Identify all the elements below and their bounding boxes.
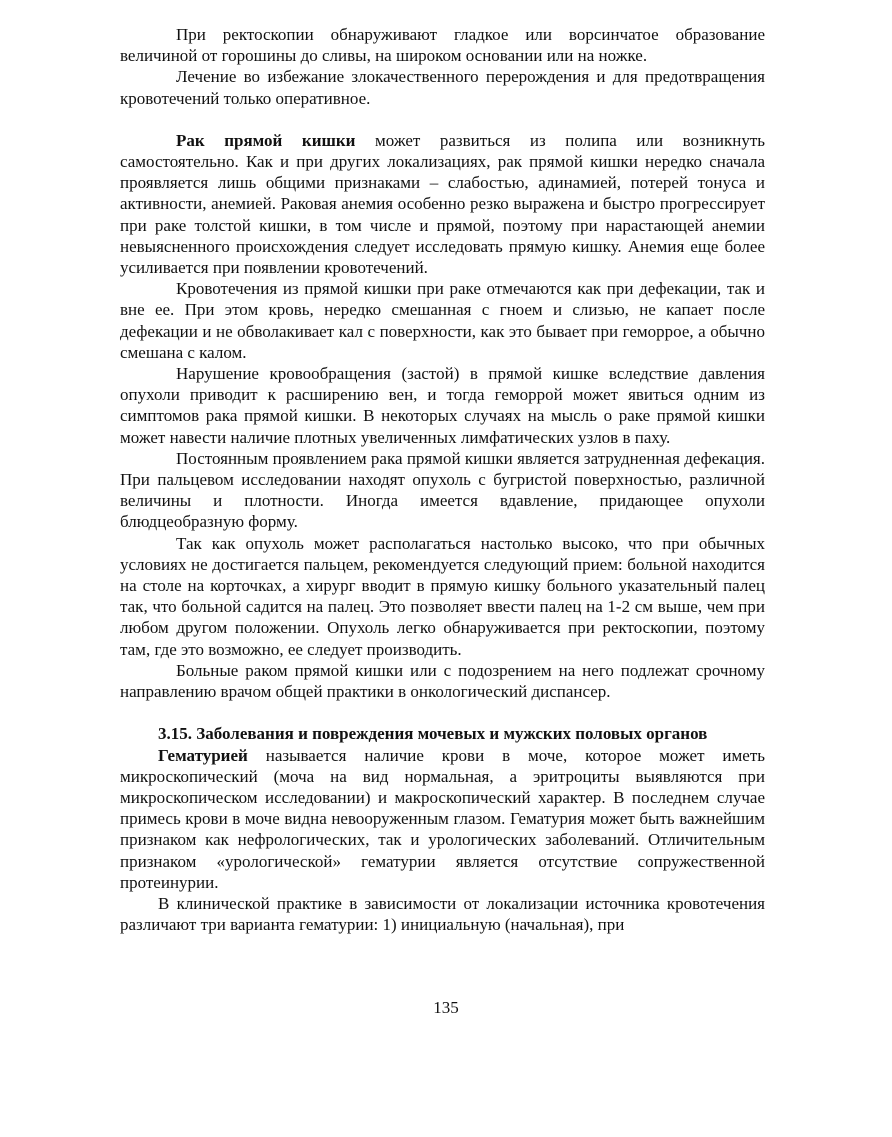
paragraph-text: называется наличие крови в моче, которое может иметь микроскопический (моча на вид нормальная, а эритроциты выявляются при микроскопическом исследовании) и макроскопический характер. В последнем случае примесь крови в моче видна невооруженным глазом. Гематурия может быть важнейшим признаком как нефрологических, так и урологических заболеваний. Отличительным признаком «урологической» гематурии является отсутствие сопружественной протеинурии.: [120, 745, 765, 892]
section-heading: 3.15. Заболевания и повреждения мочевых и мужских половых органов: [158, 724, 708, 744]
paragraph-gap: [120, 109, 765, 130]
page-number: 135: [433, 998, 459, 1017]
paragraph: Больные раком прямой кишки или с подозрением на него подлежат срочному направлению врачом общей практики в онкологический диспансер.: [120, 660, 765, 702]
term-rectal-cancer: Рак прямой кишки: [176, 130, 356, 150]
paragraph-cancer-intro: [120, 130, 765, 278]
paragraph-hematuria-intro: [120, 745, 765, 893]
paragraph: При ректоскопии обнаруживают гладкое или ворсинчатое образование величиной от горошины до сливы, на широком основании или на ножке.: [120, 25, 765, 66]
paragraph: Лечение во избежание злокачественного перерождения и для предотвращения кровотечений только оперативное.: [120, 67, 765, 108]
term-hematuria: Гематурией: [158, 745, 248, 765]
paragraph: Постоянным проявлением рака прямой кишки является затрудненная дефекация. При пальцевом исследовании находят опухоль с бугристой поверхностью, различной величины и плотности. Иногда имеется вдавление, придающее опухоли блюдцеобразную форму.: [120, 448, 765, 532]
paragraph-text: может развиться из полипа или возникнуть самостоятельно. Как и при других локализациях, рак прямой кишки нередко сначала проявляется лишь общими признаками – слабостью, адинамией, потерей тонуса и активности, анемией. Раковая анемия особенно резко выражена и быстро прогрессирует при раке толстой кишки, в том числе и прямой, поэтому при нарастающей анемии невыясненного происхождения следует исследовать прямую кишку. Анемия еще более усиливается при появлении кровотечений.: [120, 130, 766, 278]
paragraph-gap: [120, 702, 765, 723]
paragraph: В клинической практике в зависимости от локализации источника кровотечения различают три варианта гематурии: 1) инициальную (начальная), при: [120, 893, 765, 935]
paragraph: Так как опухоль может располагаться настолько высоко, что при обычных условиях не достигается пальцем, рекомендуется следующий прием: больной находится на столе на корточках, а хирург вводит в прямую кишку больного указательный палец так, что больной садится на палец. Это позволяет ввести палец на 1-2 см выше, чем при любом другом положении. Опухоль легко обнаруживается при ректоскопии, поэтому там, где это возможно, ее следует производить.: [120, 533, 765, 659]
paragraph: Нарушение кровообращения (застой) в прямой кишке вследствие давления опухоли приводит к расширению вен, и тогда геморрой может явиться одним из симптомов рака прямой кишки. В некоторых случаях на мысль о раке прямой кишки может навести наличие плотных увеличенных лимфатических узлов в паху.: [120, 364, 765, 447]
page-body: [120, 24, 765, 935]
paragraph: Кровотечения из прямой кишки при раке отмечаются как при дефекации, так и вне ее. При этом кровь, нередко смешанная с гноем и слизью, не капает после дефекации и не обволакивает кал с поверхности, как это бывает при геморрое, а обычно смешана с калом.: [120, 279, 765, 362]
